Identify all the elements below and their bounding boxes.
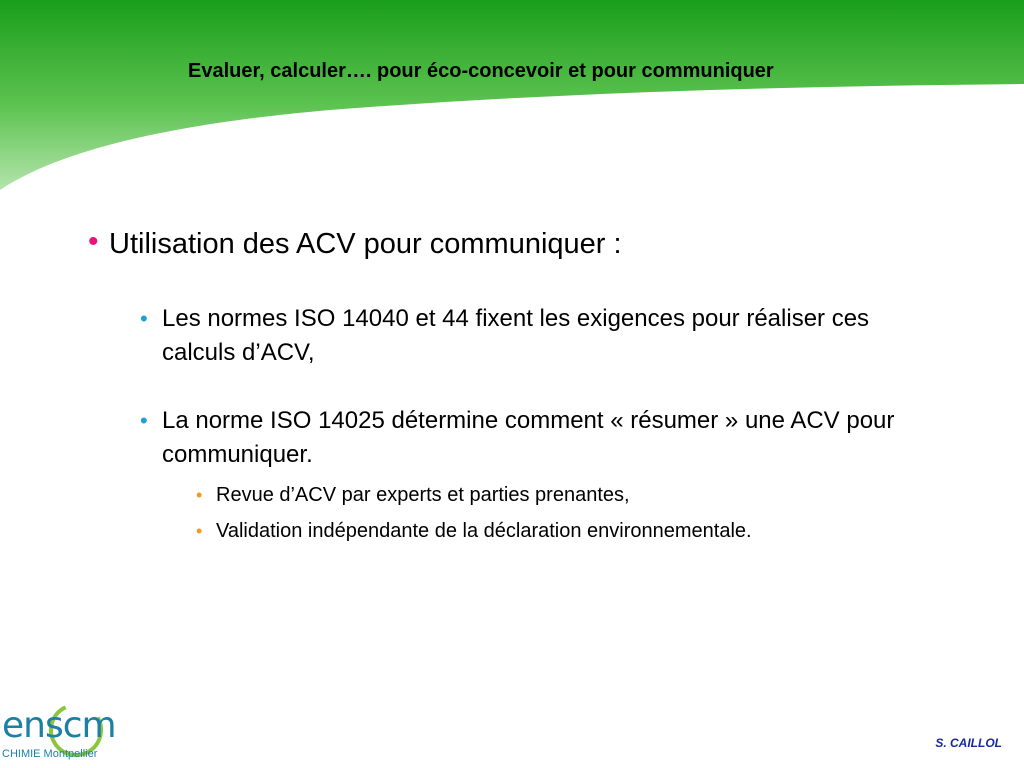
header-green-wave: [0, 0, 1024, 190]
header-band: [0, 0, 1024, 200]
logo-wordmark: enscm: [2, 705, 116, 746]
bullet-dot-orange: •: [196, 485, 203, 505]
bullet-text: La norme ISO 14025 détermine comment « résumer » une ACV pour communiquer.: [162, 407, 895, 468]
bullet-text: Revue d’ACV par experts et parties prenantes,: [216, 484, 630, 506]
author-credit: S. CAILLOL: [935, 736, 1002, 750]
bullet-dot-blue: •: [140, 306, 148, 331]
bullet-dot-orange: •: [196, 521, 203, 541]
bullet-text: Utilisation des ACV pour communiquer :: [109, 228, 622, 260]
bullet-text: Les normes ISO 14040 et 44 fixent les exigences pour réaliser ces calculs d’ACV,: [162, 305, 870, 366]
bullet-dot-blue: •: [140, 408, 148, 433]
bullet-dot-pink: •: [88, 225, 99, 258]
bullet-text: Validation indépendante de la déclaration environnementale.: [216, 520, 752, 542]
enscm-logo: [0, 698, 116, 768]
slide-title: Evaluer, calculer…. pour éco-concevoir et pour communiquer: [188, 60, 774, 82]
logo-subtitle: CHIMIE Montpellier: [2, 748, 98, 760]
